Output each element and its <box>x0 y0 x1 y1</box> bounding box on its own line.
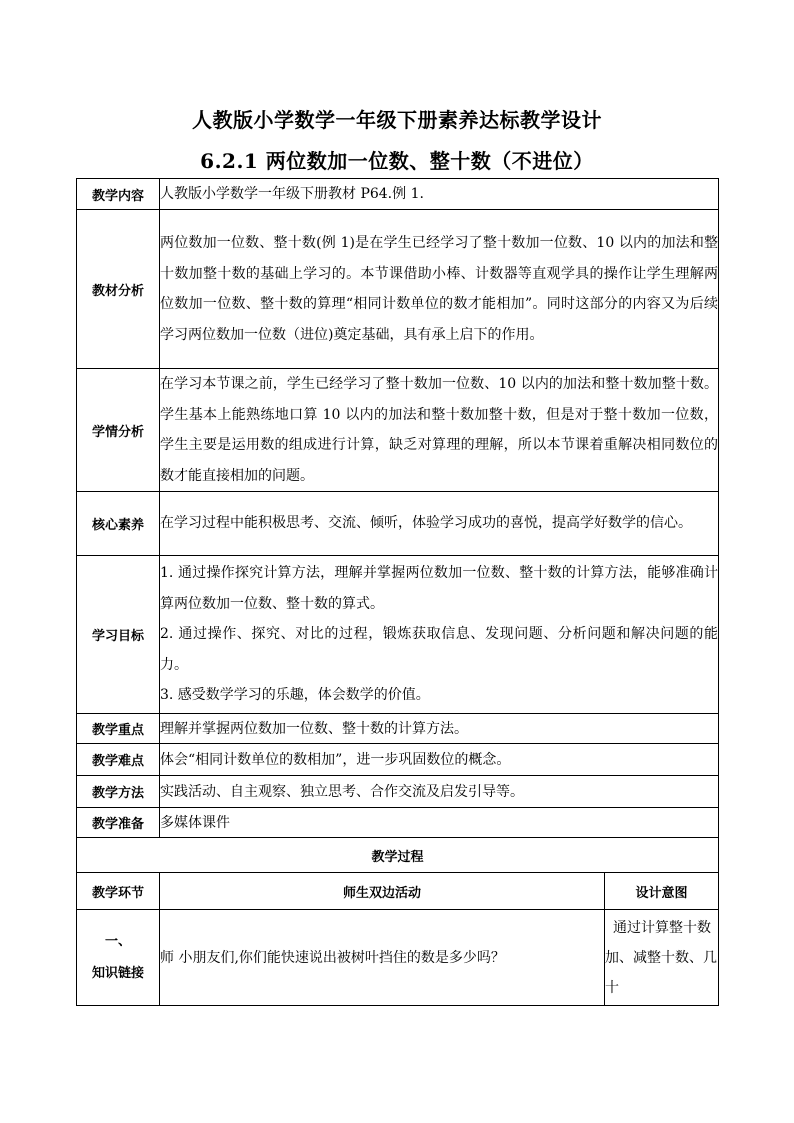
value-material-analysis: 两位数加一位数、整十数(例 1)是在学生已经学习了整十数加一位数、10 以内的加法和整十数加整十数的基础上学习的。本节课借助小棒、计数器等直观学具的操作让学生理解两位数加一位数、整十数的算理“相同计数单位的数才能相加”。同时这部分的内容又为后续学习两位数加一位数（进位)奠定基础，具有承上启下的作用。 <box>160 210 719 369</box>
column-stage: 教学环节 <box>77 873 160 910</box>
row-key-point <box>77 714 719 744</box>
label-difficulty: 教学难点 <box>77 744 160 776</box>
row-process-heading <box>77 838 719 873</box>
label-core-literacy: 核心素养 <box>77 492 160 556</box>
value-core-literacy: 在学习过程中能积极思考、交流、倾听，体验学习成功的喜悦，提高学好数学的信心。 <box>160 492 719 556</box>
column-intent: 设计意图 <box>605 873 719 910</box>
value-student-analysis: 在学习本节课之前，学生已经学习了整十数加一位数、10 以内的加法和整十数加整十数。学生基本上能熟练地口算 10 以内的加法和整十数加整十数，但是对于整十数加一位数，学生主要是运用数的组成进行计算，缺乏对算理的理解，所以本节课着重解决相同数位的数才能直接相加的问题。 <box>160 369 719 492</box>
goal-item-1: 1. 通过操作探究计算方法，理解并掌握两位数加一位数、整十数的计算方法，能够准确计算两位数加一位数、整十数的算式。 <box>160 565 719 612</box>
row-teaching-content <box>77 179 719 210</box>
value-teaching-content: 人教版小学数学一年级下册教材 P64.例 1. <box>160 179 719 210</box>
row-difficulty <box>77 744 719 776</box>
value-learning-goals <box>160 556 719 714</box>
stage-name: 知识链接 <box>91 965 144 981</box>
row-core-literacy <box>77 492 719 556</box>
value-difficulty: 体会“相同计数单位的数相加”，进一步巩固数位的概念。 <box>160 744 719 776</box>
stage-intent-text <box>605 910 719 1006</box>
stage-activity-text: 师 小朋友们,你们能快速说出被树叶挡住的数是多少吗？ <box>160 910 605 1006</box>
label-preparation: 教学准备 <box>77 808 160 838</box>
lesson-subtitle: 6.2.1 两位数加一位数、整十数（不进位） <box>200 149 594 173</box>
row-student-analysis <box>77 369 719 492</box>
label-key-point: 教学重点 <box>77 714 160 744</box>
stage-number: 一、 <box>104 933 131 949</box>
document-title: 人教版小学数学一年级下册素养达标教学设计 <box>192 108 602 132</box>
value-preparation: 多媒体课件 <box>160 808 719 838</box>
value-key-point: 理解并掌握两位数加一位数、整十数的计算方法。 <box>160 714 719 744</box>
column-activity: 师生双边活动 <box>160 873 605 910</box>
label-method: 教学方法 <box>77 776 160 808</box>
value-method: 实践活动、自主观察、独立思考、合作交流及启发引导等。 <box>160 776 719 808</box>
label-learning-goals: 学习目标 <box>77 556 160 714</box>
row-preparation <box>77 808 719 838</box>
stage-knowledge-link <box>77 910 160 1006</box>
row-process-columns <box>77 873 719 910</box>
label-teaching-content: 教学内容 <box>77 179 160 210</box>
label-material-analysis: 教材分析 <box>77 210 160 369</box>
lesson-plan-table <box>76 178 719 1006</box>
label-student-analysis: 学情分析 <box>77 369 160 492</box>
goal-item-2: 2. 通过操作、探究、对比的过程，锻炼获取信息、发现问题、分析问题和解决问题的能力。 <box>160 626 719 673</box>
row-material-analysis <box>77 210 719 369</box>
row-stage-knowledge-link <box>77 910 719 1006</box>
goal-item-3: 3. 感受数学学习的乐趣，体会数学的价值。 <box>160 687 430 704</box>
process-heading: 教学过程 <box>77 838 719 873</box>
row-method <box>77 776 719 808</box>
row-learning-goals <box>77 556 719 714</box>
stage-intent-content: 通过计算整十数加、减整十数、几十 <box>605 919 717 996</box>
